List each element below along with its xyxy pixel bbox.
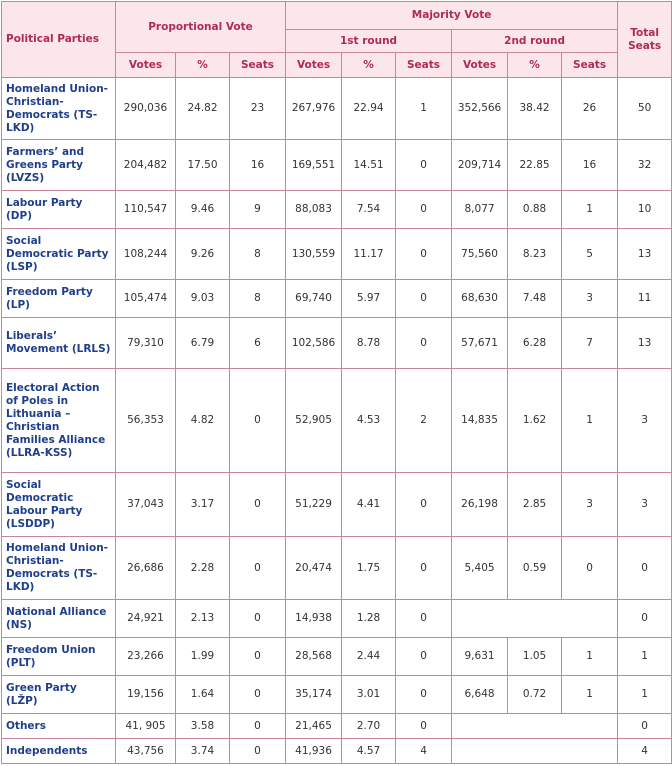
table-row — [2, 191, 672, 229]
total-seats: 1 — [618, 638, 672, 676]
round2-pct: 6.28 — [508, 318, 562, 369]
proportional-votes: 108,244 — [116, 229, 176, 280]
round1-votes: 51,229 — [286, 473, 342, 537]
round1-votes: 21,465 — [286, 714, 342, 739]
round1-votes: 88,083 — [286, 191, 342, 229]
round1-votes: 69,740 — [286, 280, 342, 318]
table-row — [2, 78, 672, 140]
header-first-round: 1st round — [286, 30, 452, 53]
header-total-seats: Total Seats — [618, 2, 672, 78]
table-row — [2, 229, 672, 280]
header-majority-vote: Majority Vote — [286, 2, 618, 30]
proportional-seats: 23 — [230, 78, 286, 140]
round1-pct: 2.44 — [342, 638, 396, 676]
party-name: National Alliance (NS) — [2, 600, 116, 638]
proportional-votes: 41, 905 — [116, 714, 176, 739]
proportional-votes: 110,547 — [116, 191, 176, 229]
proportional-seats: 0 — [230, 676, 286, 714]
proportional-pct: 9.03 — [176, 280, 230, 318]
round1-seats: 2 — [396, 369, 452, 473]
round2-seats: 5 — [562, 229, 618, 280]
party-name: Labour Party (DP) — [2, 191, 116, 229]
proportional-votes: 105,474 — [116, 280, 176, 318]
party-name: Farmers’ and Greens Party (LVZS) — [2, 140, 116, 191]
proportional-pct: 6.79 — [176, 318, 230, 369]
total-seats: 0 — [618, 600, 672, 638]
round1-seats: 0 — [396, 638, 452, 676]
table-row — [2, 600, 672, 638]
proportional-pct: 3.74 — [176, 739, 230, 764]
round2-votes: 75,560 — [452, 229, 508, 280]
round1-pct: 1.28 — [342, 600, 396, 638]
party-name: Homeland Union-Christian-Democrats (TS-LKD) — [2, 537, 116, 600]
table-row — [2, 280, 672, 318]
round1-seats: 0 — [396, 140, 452, 191]
round1-seats: 0 — [396, 473, 452, 537]
total-seats: 0 — [618, 714, 672, 739]
round2-seats: 7 — [562, 318, 618, 369]
round1-pct: 14.51 — [342, 140, 396, 191]
proportional-pct: 3.17 — [176, 473, 230, 537]
round1-seats: 0 — [396, 600, 452, 638]
total-seats: 50 — [618, 78, 672, 140]
proportional-votes: 26,686 — [116, 537, 176, 600]
round2-empty — [452, 714, 618, 739]
header-r2-seats: Seats — [562, 53, 618, 78]
round1-seats: 0 — [396, 537, 452, 600]
round2-empty — [452, 739, 618, 764]
round1-pct: 7.54 — [342, 191, 396, 229]
proportional-seats: 0 — [230, 638, 286, 676]
round1-votes: 14,938 — [286, 600, 342, 638]
total-seats: 10 — [618, 191, 672, 229]
round1-seats: 4 — [396, 739, 452, 764]
table-row — [2, 714, 672, 739]
round1-seats: 0 — [396, 714, 452, 739]
round1-votes: 35,174 — [286, 676, 342, 714]
round2-seats: 3 — [562, 473, 618, 537]
proportional-votes: 79,310 — [116, 318, 176, 369]
proportional-seats: 6 — [230, 318, 286, 369]
table-row — [2, 676, 672, 714]
proportional-seats: 0 — [230, 739, 286, 764]
proportional-votes: 23,266 — [116, 638, 176, 676]
header-r2-votes: Votes — [452, 53, 508, 78]
round2-votes: 68,630 — [452, 280, 508, 318]
proportional-pct: 2.28 — [176, 537, 230, 600]
total-seats: 3 — [618, 369, 672, 473]
round2-votes: 209,714 — [452, 140, 508, 191]
proportional-seats: 8 — [230, 280, 286, 318]
round2-seats: 26 — [562, 78, 618, 140]
header-pv-seats: Seats — [230, 53, 286, 78]
party-name: Homeland Union-Christian-Democrats (TS-LKD) — [2, 78, 116, 140]
party-name: Freedom Party (LP) — [2, 280, 116, 318]
round2-seats: 1 — [562, 638, 618, 676]
proportional-pct: 4.82 — [176, 369, 230, 473]
round2-seats: 0 — [562, 537, 618, 600]
total-seats: 4 — [618, 739, 672, 764]
proportional-pct: 2.13 — [176, 600, 230, 638]
round2-pct: 38.42 — [508, 78, 562, 140]
proportional-votes: 37,043 — [116, 473, 176, 537]
round1-pct: 5.97 — [342, 280, 396, 318]
round1-pct: 4.41 — [342, 473, 396, 537]
round1-seats: 0 — [396, 318, 452, 369]
round2-votes: 8,077 — [452, 191, 508, 229]
party-name: Green Party (LŽP) — [2, 676, 116, 714]
party-name: Independents — [2, 739, 116, 764]
party-name: Liberals’ Movement (LRLS) — [2, 318, 116, 369]
table-row — [2, 369, 672, 473]
proportional-votes: 24,921 — [116, 600, 176, 638]
round2-empty — [452, 600, 618, 638]
round1-votes: 41,936 — [286, 739, 342, 764]
round2-votes: 14,835 — [452, 369, 508, 473]
proportional-pct: 24.82 — [176, 78, 230, 140]
table-row — [2, 318, 672, 369]
proportional-pct: 9.26 — [176, 229, 230, 280]
round1-votes: 52,905 — [286, 369, 342, 473]
round2-pct: 0.88 — [508, 191, 562, 229]
party-name: Social Democratic Party (LSP) — [2, 229, 116, 280]
round1-pct: 4.53 — [342, 369, 396, 473]
total-seats: 13 — [618, 229, 672, 280]
proportional-seats: 0 — [230, 537, 286, 600]
proportional-pct: 9.46 — [176, 191, 230, 229]
table-row — [2, 473, 672, 537]
round2-pct: 22.85 — [508, 140, 562, 191]
proportional-seats: 16 — [230, 140, 286, 191]
proportional-votes: 56,353 — [116, 369, 176, 473]
proportional-votes: 19,156 — [116, 676, 176, 714]
round1-votes: 28,568 — [286, 638, 342, 676]
round2-pct: 1.05 — [508, 638, 562, 676]
round1-pct: 8.78 — [342, 318, 396, 369]
proportional-seats: 8 — [230, 229, 286, 280]
round1-pct: 1.75 — [342, 537, 396, 600]
total-seats: 1 — [618, 676, 672, 714]
round1-votes: 20,474 — [286, 537, 342, 600]
party-name: Others — [2, 714, 116, 739]
proportional-seats: 0 — [230, 600, 286, 638]
round1-votes: 169,551 — [286, 140, 342, 191]
round1-votes: 267,976 — [286, 78, 342, 140]
round2-votes: 26,198 — [452, 473, 508, 537]
proportional-votes: 43,756 — [116, 739, 176, 764]
total-seats: 13 — [618, 318, 672, 369]
round2-votes: 352,566 — [452, 78, 508, 140]
round2-pct: 0.72 — [508, 676, 562, 714]
round1-pct: 4.57 — [342, 739, 396, 764]
round1-pct: 2.70 — [342, 714, 396, 739]
round2-votes: 5,405 — [452, 537, 508, 600]
round1-seats: 0 — [396, 229, 452, 280]
table-row — [2, 140, 672, 191]
round2-seats: 1 — [562, 191, 618, 229]
proportional-votes: 204,482 — [116, 140, 176, 191]
header-pv-votes: Votes — [116, 53, 176, 78]
round2-votes: 6,648 — [452, 676, 508, 714]
round2-pct: 2.85 — [508, 473, 562, 537]
total-seats: 32 — [618, 140, 672, 191]
proportional-seats: 0 — [230, 714, 286, 739]
proportional-votes: 290,036 — [116, 78, 176, 140]
round1-pct: 11.17 — [342, 229, 396, 280]
header-political-parties: Political Parties — [2, 2, 116, 78]
party-name: Electoral Action of Poles in Lithuania – Christian Families Alliance (LLRA-KSS) — [2, 369, 116, 473]
party-name: Social Democratic Labour Party (LSDDP) — [2, 473, 116, 537]
proportional-pct: 1.99 — [176, 638, 230, 676]
round1-pct: 3.01 — [342, 676, 396, 714]
election-results-table — [1, 1, 672, 764]
round1-votes: 102,586 — [286, 318, 342, 369]
header-second-round: 2nd round — [452, 30, 618, 53]
total-seats: 11 — [618, 280, 672, 318]
round2-pct: 8.23 — [508, 229, 562, 280]
round1-seats: 0 — [396, 676, 452, 714]
round2-seats: 16 — [562, 140, 618, 191]
proportional-pct: 3.58 — [176, 714, 230, 739]
round1-votes: 130,559 — [286, 229, 342, 280]
header-r1-seats: Seats — [396, 53, 452, 78]
round1-seats: 0 — [396, 191, 452, 229]
proportional-pct: 17.50 — [176, 140, 230, 191]
header-r1-votes: Votes — [286, 53, 342, 78]
table-row — [2, 739, 672, 764]
proportional-pct: 1.64 — [176, 676, 230, 714]
table-row — [2, 638, 672, 676]
round1-seats: 0 — [396, 280, 452, 318]
round2-pct: 0.59 — [508, 537, 562, 600]
party-name: Freedom Union (PLT) — [2, 638, 116, 676]
round2-seats: 1 — [562, 369, 618, 473]
round1-pct: 22.94 — [342, 78, 396, 140]
round2-votes: 9,631 — [452, 638, 508, 676]
proportional-seats: 0 — [230, 369, 286, 473]
table-row — [2, 537, 672, 600]
header-r2-pct: % — [508, 53, 562, 78]
round2-pct: 7.48 — [508, 280, 562, 318]
header-pv-pct: % — [176, 53, 230, 78]
round2-votes: 57,671 — [452, 318, 508, 369]
proportional-seats: 0 — [230, 473, 286, 537]
proportional-seats: 9 — [230, 191, 286, 229]
header-r1-pct: % — [342, 53, 396, 78]
total-seats: 3 — [618, 473, 672, 537]
total-seats: 0 — [618, 537, 672, 600]
round1-seats: 1 — [396, 78, 452, 140]
round2-seats: 3 — [562, 280, 618, 318]
header-proportional-vote: Proportional Vote — [116, 2, 286, 53]
round2-pct: 1.62 — [508, 369, 562, 473]
round2-seats: 1 — [562, 676, 618, 714]
